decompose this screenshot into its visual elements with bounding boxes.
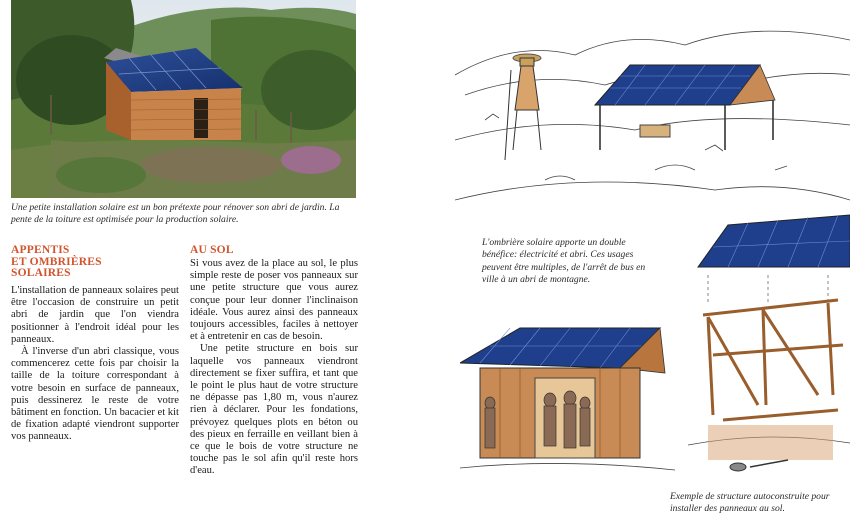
mountain-shade-illustration (455, 0, 850, 225)
text-column-left (11, 285, 179, 444)
paragraph: Une petite structure en bois sur laquelle vos panneaux viendront directement se fixer suffira, et tant que le point le plus haut de votre structure ne dépasse pas 1,80 m, vous n'aurez rien à déclarer. Pour les fondations, prévoyez quelques plots en béton ou des pieux en ferraille en veillant bien à ce que le bois de votre structure ne touche pas le sol afin qu'il reste hors d'eau. (190, 343, 358, 477)
paragraph: Si vous avez de la place au sol, le plus simple reste de poser vos panneaux sur une petite structure que vous aurez conçue pour leur donner l'inclinaison idéale. Vous aurez ainsi des panneaux toujours accessibles, faciles à nettoyer et à entretenir en cas de besoin. (190, 258, 358, 343)
paragraph: À l'inverse d'un abri classique, vous commencerez cette fois par choisir la taille de la toiture correspondant à votre besoin en surface de panneaux, puis dessinerez le reste de votre bâtiment en fonction. Un bacacier et kit de fixation adapté viendront supporter vos panneaux. (11, 346, 179, 443)
shed-photo (11, 0, 356, 198)
photo-caption: Une petite installation solaire est un bon prétexte pour rénover son abri de jardin. La pente de la toiture est optimisée pour la production solaire. (11, 202, 340, 226)
text-column-right (190, 258, 358, 478)
shade-caption: L'ombrière solaire apporte un double bénéfice: électricité et abri. Ces usages peuvent être multiples, de l'arrêt de bus en ville à un abri de montagne. (482, 237, 646, 286)
shelter-illustration (460, 318, 675, 478)
paragraph: L'installation de panneaux solaires peut être l'occasion de construire un petit abri de jardin que l'on viendra positionner à l'endroit idéal pour les panneaux. (11, 285, 179, 345)
structure-caption: Exemple de structure autoconstruite pour installer des panneaux au sol. (670, 491, 830, 515)
section-heading-appentis: APPENTIS ET OMBRIÈRES SOLAIRES (11, 244, 102, 279)
ground-structure-illustration (688, 205, 850, 490)
section-heading-au-sol: AU SOL (190, 244, 234, 256)
